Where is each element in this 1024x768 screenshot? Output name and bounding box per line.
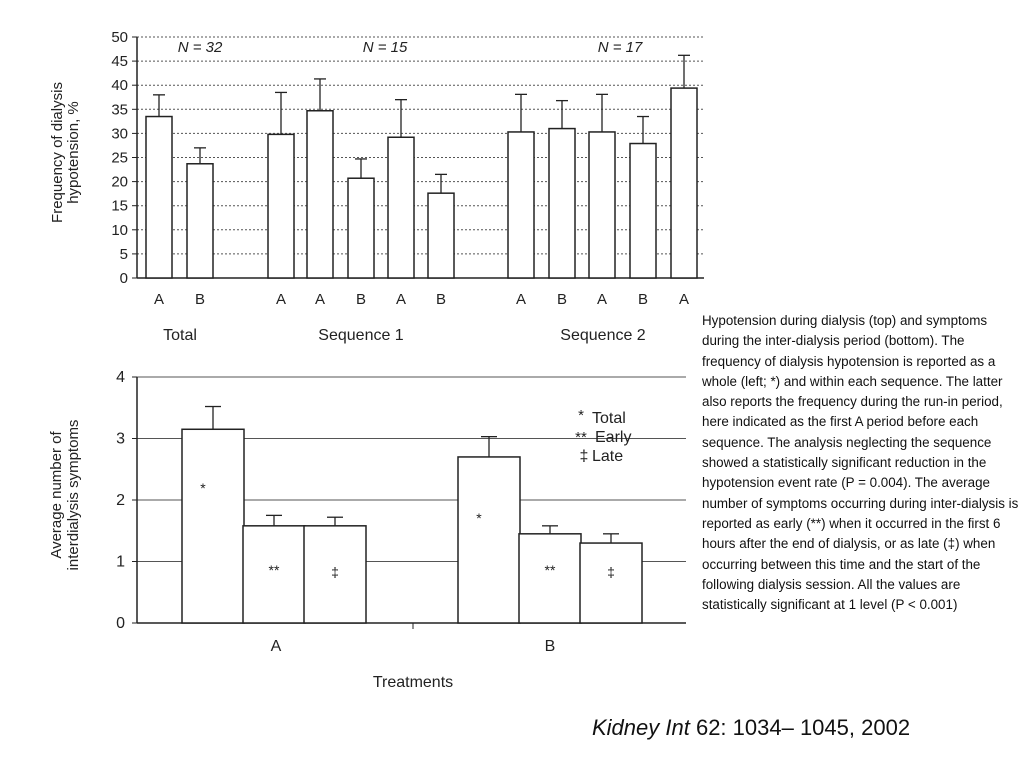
x-tick-label: A xyxy=(153,291,165,308)
x-tick-label: A xyxy=(596,291,608,308)
y-axis-label: hypotension, % xyxy=(65,101,82,204)
bar xyxy=(187,164,213,278)
legend-symbol: * xyxy=(578,407,584,424)
x-tick-label: B xyxy=(355,291,367,308)
y-tick-label: 25 xyxy=(111,149,128,167)
x-tick-label: A xyxy=(314,291,326,308)
bar xyxy=(671,88,697,278)
bar-symbol: ** xyxy=(268,562,280,578)
x-tick-label: B xyxy=(435,291,447,308)
bar xyxy=(589,132,615,278)
bar-symbol: ‡ xyxy=(607,564,615,580)
x-tick-label: B xyxy=(556,291,568,308)
legend-label: Total xyxy=(592,410,626,427)
y-tick-label: 4 xyxy=(116,369,125,386)
y-tick-label: 40 xyxy=(111,77,128,95)
x-tick-label: A xyxy=(678,291,690,308)
y-tick-label: 0 xyxy=(116,615,125,632)
y-tick-label: 5 xyxy=(119,245,128,263)
citation-details: 62: 1034– 1045, 2002 xyxy=(689,715,911,740)
legend-label: Late xyxy=(592,448,624,465)
figure-caption: Hypotension during dialysis (top) and symptoms during the inter-dialysis period (bottom). The frequency of dialysis hypotension is reported as a whole (left; *) and within each sequence. The latter also reports the frequency during the run-in period, here indicated as the first A period before each sequence. The analysis neglecting the sequence showed a statistically significant reduction in the hypotension event rate (P = 0.004). The average number of symptoms occurring during inter-dialysis is reported as early (**) when it occurred in the first 6 hours after the end of dialysis, or as late (‡) when occurring between this time and the start of the following dialysis session. All the values are statistically significant at 1 level (P < 0.001) xyxy=(702,313,1019,613)
y-axis-label: interdialysis symptoms xyxy=(65,419,82,571)
bar xyxy=(519,534,581,623)
y-tick-label: 3 xyxy=(116,430,125,448)
y-tick-label: 35 xyxy=(111,101,128,119)
y-axis-label: Frequency of dialysis xyxy=(49,82,66,223)
bar xyxy=(580,543,642,623)
bar xyxy=(307,111,333,278)
x-tick-label: B xyxy=(544,638,556,655)
y-tick-label: 2 xyxy=(116,492,125,509)
group-label: Sequence 1 xyxy=(318,327,404,344)
bar xyxy=(268,134,294,278)
x-tick-label: B xyxy=(637,291,649,308)
y-tick-label: 30 xyxy=(111,125,128,143)
y-tick-label: 1 xyxy=(116,553,125,571)
bar xyxy=(508,132,534,278)
y-axis-label: Average number of xyxy=(48,431,65,559)
n-label: N = 17 xyxy=(597,39,643,56)
bar xyxy=(458,457,520,623)
legend-label: Early xyxy=(595,429,632,446)
y-tick-label: 50 xyxy=(111,29,128,46)
citation xyxy=(592,715,910,741)
bar xyxy=(182,429,244,623)
bar xyxy=(549,129,575,278)
bar-symbol: * xyxy=(476,510,482,526)
bar-symbol: ‡ xyxy=(331,564,339,580)
x-tick-label: A xyxy=(395,291,407,308)
bar xyxy=(348,178,374,278)
bar xyxy=(428,193,454,278)
group-label: Total xyxy=(163,327,197,344)
citation-journal: Kidney Int xyxy=(592,715,690,740)
bar-symbol: * xyxy=(200,480,206,496)
legend-symbol: ‡ xyxy=(579,448,589,465)
x-tick-label: A xyxy=(275,291,287,308)
n-label: N = 32 xyxy=(177,39,223,56)
bar-symbol: ** xyxy=(544,562,556,578)
bar xyxy=(146,117,172,278)
hypotension-chart xyxy=(0,20,710,355)
y-tick-label: 15 xyxy=(111,197,128,215)
group-label: Sequence 2 xyxy=(560,327,646,344)
x-tick-label: A xyxy=(270,638,282,655)
x-tick-label: B xyxy=(194,291,206,308)
x-axis-label: Treatments xyxy=(372,674,454,691)
bar xyxy=(630,144,656,278)
symptoms-chart xyxy=(0,360,690,695)
legend-symbol: ** xyxy=(575,429,587,446)
y-tick-label: 45 xyxy=(111,53,128,71)
y-tick-label: 20 xyxy=(111,173,128,191)
x-tick-label: A xyxy=(515,291,527,308)
y-tick-label: 10 xyxy=(111,221,128,239)
n-label: N = 15 xyxy=(362,39,408,56)
bar xyxy=(388,137,414,278)
y-tick-label: 0 xyxy=(119,270,128,287)
